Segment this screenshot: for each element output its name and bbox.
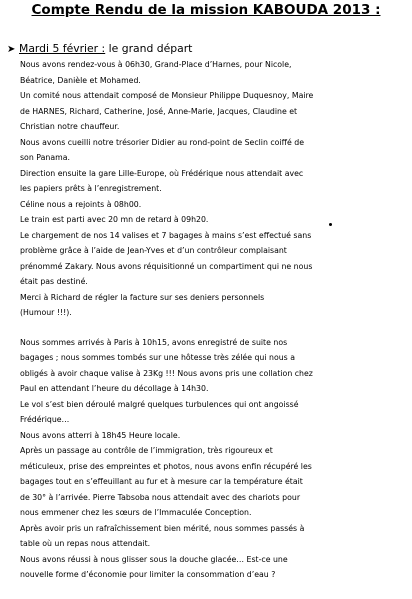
text-line: table où un repas nous attendait. [20, 539, 151, 548]
day-date: Mardi 5 février : [19, 42, 106, 55]
text-line: bagages ; nous sommes tombés sur une hôtesse très zélée qui nous a [20, 353, 295, 362]
text-line: nouvelle forme d’économie pour limiter la consommation d’eau ? [20, 570, 276, 579]
text-line: Frédérique… [20, 415, 70, 424]
text-line: de HARNES, Richard, Catherine, José, Anne-Marie, Jacques, Claudine et [20, 106, 298, 116]
text-line: était pas destiné. [20, 277, 88, 286]
text-line: méticuleux, prise des empreintes et photos, nous avons enfin récupéré les [20, 461, 312, 471]
text-line: Un comité nous attendait composé de Monsieur Philippe Duquesnoy, Maire [20, 91, 314, 100]
text-line: Nous avons atterri à 18h45 Heure locale. [20, 430, 181, 440]
text-line: Béatrice, Danièle et Mohamed. [20, 75, 141, 85]
text-line: (Humour !!!). [20, 308, 72, 317]
text-line: Nous sommes arrivés à Paris à 10h15, avons enregistré de suite nos [20, 337, 288, 347]
text-line: Après un passage au contrôle de l’immigration, très rigoureux et [20, 446, 273, 455]
paragraph-arrival [20, 335, 412, 583]
text-line: obligés à avoir chaque valise à 23Kg !!! Nous avons pris une collation chez [20, 368, 313, 378]
text-line: de 30° à l’arrivée. Pierre Tabsoba nous attendait avec des chariots pour [20, 492, 301, 502]
text-line: Le vol s’est bien déroulé malgré quelques turbulences qui ont angoissé [20, 399, 299, 409]
day-subtitle: le grand départ [105, 42, 193, 55]
text-line: Après avoir pris un rafraîchissement bien mérité, nous sommes passés à [20, 523, 305, 533]
stray-dot-mark [329, 223, 332, 226]
text-line: Nous avons réussi à nous glisser sous la douche glacée… Est-ce une [20, 554, 288, 564]
text-line: Nous avons rendez-vous à 06h30, Grand-Place d’Harnes, pour Nicole, [20, 60, 292, 69]
text-line: Nous avons cueilli notre trésorier Didier au rond-point de Seclin coiffé de [20, 137, 305, 147]
report-body [20, 57, 412, 583]
day-heading [7, 42, 192, 55]
text-line: son Panama. [20, 153, 70, 162]
text-line: Le chargement de nos 14 valises et 7 bagages à mains s’est effectué sans [20, 230, 312, 240]
text-line: bagages tout en s’effeuillant au fur et à mesure car la température était [20, 477, 303, 486]
text-line: Le train est parti avec 20 mn de retard à 09h20. [20, 215, 209, 224]
text-line: les papiers prêts à l’enregistrement. [20, 184, 162, 193]
text-line: Paul en attendant l’heure du décollage à 14h30. [20, 384, 209, 393]
document-title: Compte Rendu de la mission KABOUDA 2013 : [31, 2, 381, 18]
arrow-bullet-icon: ➤ [7, 44, 16, 55]
text-line: problème grâce à l’aide de Jean-Yves et d’un contrôleur complaisant [20, 246, 287, 255]
text-line: nous emmener chez les sœurs de l’Immaculée Conception. [20, 508, 252, 517]
paragraph-departure [20, 57, 412, 321]
text-line: Christian notre chauffeur. [20, 122, 120, 131]
text-line: Céline nous a rejoints à 08h00. [20, 199, 142, 209]
text-line: prénommé Zakary. Nous avons réquisitionné un compartiment qui ne nous [20, 261, 313, 271]
text-line: Direction ensuite la gare Lille-Europe, où Frédérique nous attendait avec [20, 168, 304, 178]
paragraph-spacer [20, 321, 412, 335]
text-line: Merci à Richard de régler la facture sur ses deniers personnels [20, 292, 265, 302]
